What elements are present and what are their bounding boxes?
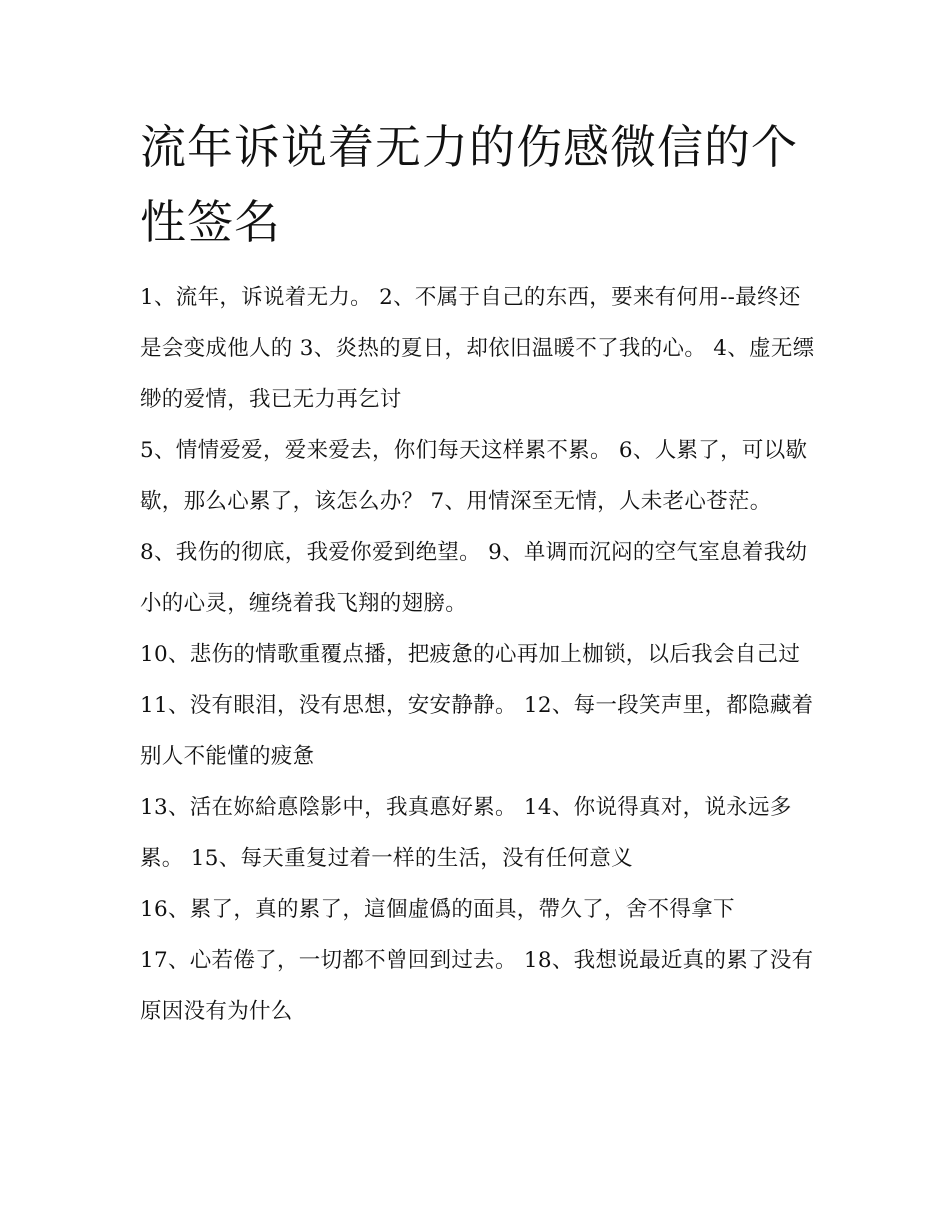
paragraph: 8、我伤的彻底，我爱你爱到绝望。 9、单调而沉闷的空气室息着我幼小的心灵，缠绕着我飞翔的翅膀。: [140, 540, 808, 616]
paragraph: 13、活在妳給悳陰影中，我真悳好累。 14、你说得真对，说永远多累。 15、每天重复过着一样的生活，没有任何意义: [140, 795, 792, 871]
document-title: 流年诉说着无力的伤感微信的个性签名: [140, 120, 798, 249]
paragraph: 1、流年，诉说着无力。 2、不属于自己的东西，要来有何用--最终还是会变成他人的 3、炎热的夏日，却依旧温暖不了我的心。 4、虚无缥缈的爱情，我已无力再乞讨: [140, 285, 815, 412]
paragraph: 17、心若倦了，一切都不曾回到过去。 18、我想说最近真的累了没有原因没有为什么: [140, 948, 814, 1024]
document-page: [140, 110, 815, 1037]
paragraph: 16、累了，真的累了，這個虛僞的面具，帶久了，舍不得拿下: [140, 897, 735, 922]
paragraph: 10、悲伤的情歌重覆点播，把疲惫的心再加上枷锁，以后我会自己过 11、没有眼泪，没有思想，安安静静。 12、每一段笑声里，都隐藏着别人不能懂的疲惫: [140, 642, 814, 769]
paragraph: 5、情情爱爱，爱来爱去，你们每天这样累不累。 6、人累了，可以歇歇，那么心累了，该怎么办？ 7、用情深至无情，人未老心苍茫。: [140, 438, 808, 514]
